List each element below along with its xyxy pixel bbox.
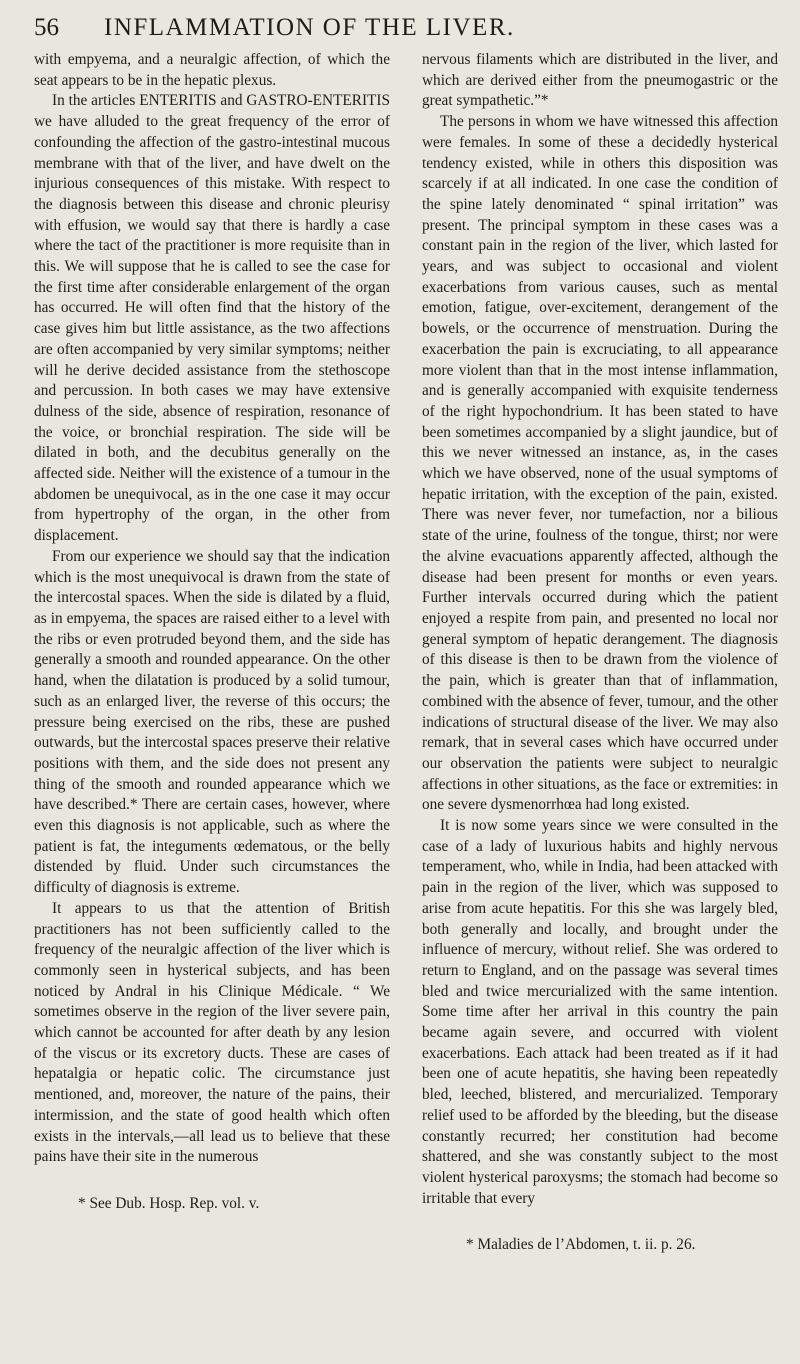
paragraph: with empyema, and a neuralgic affection, of which the seat appears to be in the hepatic plexus.: [34, 51, 390, 89]
text-columns: [34, 50, 778, 1256]
page-number: 56: [34, 14, 59, 41]
running-head: [34, 14, 778, 48]
paragraph: It is now some years since we were consulted in the case of a lady of luxurious habits and highly nervous temperament, who, while in India, had been attacked with pain in the region of the liver, which was supposed to arise from acute hepatitis. For this she was largely bled, both generally and locally, and brought under the influence of mercury, without relief. She was ordered to return to England, and on the passage was several times bled and twice mercurialized with the same intention. Some time after her arrival in this country the pain became again severe, and occurred with violent exacerbations. Each attack had been treated as if it had been one of acute hepatitis, she having been repeatedly bled, leeched, blistered, and mercurialized. Temporary relief used to be afforded by the bleeding, but the disease constantly recurred; her constitution had become shattered, and she was constantly subject to the most violent hysterical paroxysms; the stomach had become so irritable that every: [422, 817, 778, 1207]
paragraph: The persons in whom we have witnessed this affection were females. In some of these a decidedly hysterical tendency existed, while in others this disposition was scarcely if at all indicated. In one case the condition of the spine lately denominated “ spinal irritation” was present. The principal symptom in these cases was a constant pain in the region of the liver, which lasted for years, and was subject to occasional and violent exacerbations from various causes, such as mental emotion, fatigue, over-excitement, derangement of the bowels, or the occurrence of menstruation. During the exacerbation the pain is excruciating, to all appearance more violent than that in the most intense inflammation, and is generally accompanied with exquisite tenderness of the right hypochondrium. It has been stated to have been sometimes accompanied by a slight jaundice, but of this we never witnessed an instance, as, in the cases which we have observed, none of the usual symptoms of hepatic irritation, with the exception of the pain, existed. There was never fever, nor tumefaction, nor a bilious state of the urine, foulness of the tongue, thirst; nor were the alvine evacuations apparently affected, although the disease had been present for months or even years. Further intervals occurred during which the patient enjoyed a respite from pain, and presented no local nor general symptom of hepatic derangement. The diagnosis of this disease is then to be drawn from the violence of the pain, which is greater than that of inflammation, combined with the absence of fever, tumour, and the other indications of structural disease of the liver. We may also remark, that in several cases which have occurred under our observation the patients were subject to neuralgic affections in other situations, as the face or extremities: in one severe dysmenorrhœa had long existed.: [422, 113, 779, 814]
footnote: * See Dub. Hosp. Rep. vol. v.: [78, 1194, 260, 1212]
paragraph: In the articles ENTERITIS and GASTRO-ENTERITIS we have alluded to the great frequency of the error of confounding the affection of the gastro-intestinal mucous membrane with that of the liver, and have dwelt on the injurious consequences of this mistake. With respect to the diagnosis between this disease and chronic pleurisy with effusion, we would say that there is hardly a case where the tact of the practitioner is more requisite than in this. We will suppose that he is called to see the case for the first time after considerable enlargement of the organ has occurred. He will often find that the history of the case gives him but little assistance, as the two affections are often accompanied by very similar symptoms; neither will he derive decided assistance from the stethoscope and percussion. In both cases we may have extensive dulness of the side, absence of respiration, resonance of the voice, or bronchial respiration. The side will be dilated in both, and the decubitus generally on the affected side. Neither will the existence of a tumour in the abdomen be unequivocal, as in the one case it may occur from hypertrophy of the organ, in the other from displacement.: [34, 92, 390, 545]
paragraph: It appears to us that the attention of British practitioners has not been sufficiently called to the frequency of the neuralgic affection of the liver which is commonly seen in hysterical subjects, and has been noticed by Andral in his Clinique Médicale. “ We sometimes observe in the region of the liver severe pain, which cannot be accounted for after death by any lesion of the viscus or its excretory ducts. These are cases of hepatalgia or hepatic colic. The circumstance just mentioned, and, moreover, the nature of the pains, their intermission, and the state of good health which often exists in the intervals,—all lead us to believe that these pains have their site in the numerous: [34, 899, 390, 1166]
running-title: INFLAMMATION OF THE LIVER.: [104, 14, 515, 41]
right-column: [422, 50, 778, 1256]
paragraph: nervous filaments which are distributed in the liver, and which are derived either from the pneumogastric or the great sympathetic.”*: [422, 51, 778, 110]
left-column: [34, 50, 390, 1256]
paragraph: From our experience we should say that the indication which is the most unequivocal is drawn from the state of the intercostal spaces. When the side is dilated by a fluid, as in empyema, the spaces are raised either to a level with the ribs or even protruded beyond them, and the side has generally a smooth and rounded appearance. On the other hand, when the dilatation is produced by a solid tumour, such as an enlarged liver, the reverse of this occurs; the pressure being exercised on the ribs, these are pushed outwards, but the intercostal spaces preserve their relative positions with them, and the side does not present any thing of the smooth and rounded appearance which we have described.* There are certain cases, however, where even this diagnosis is not applicable, such as where the patient is fat, the integuments œdematous, or the belly distended by fluid. Under such circumstances the difficulty of diagnosis is extreme.: [34, 547, 390, 897]
footnote: * Maladies de l’Abdomen, t. ii. p. 26.: [466, 1236, 696, 1254]
